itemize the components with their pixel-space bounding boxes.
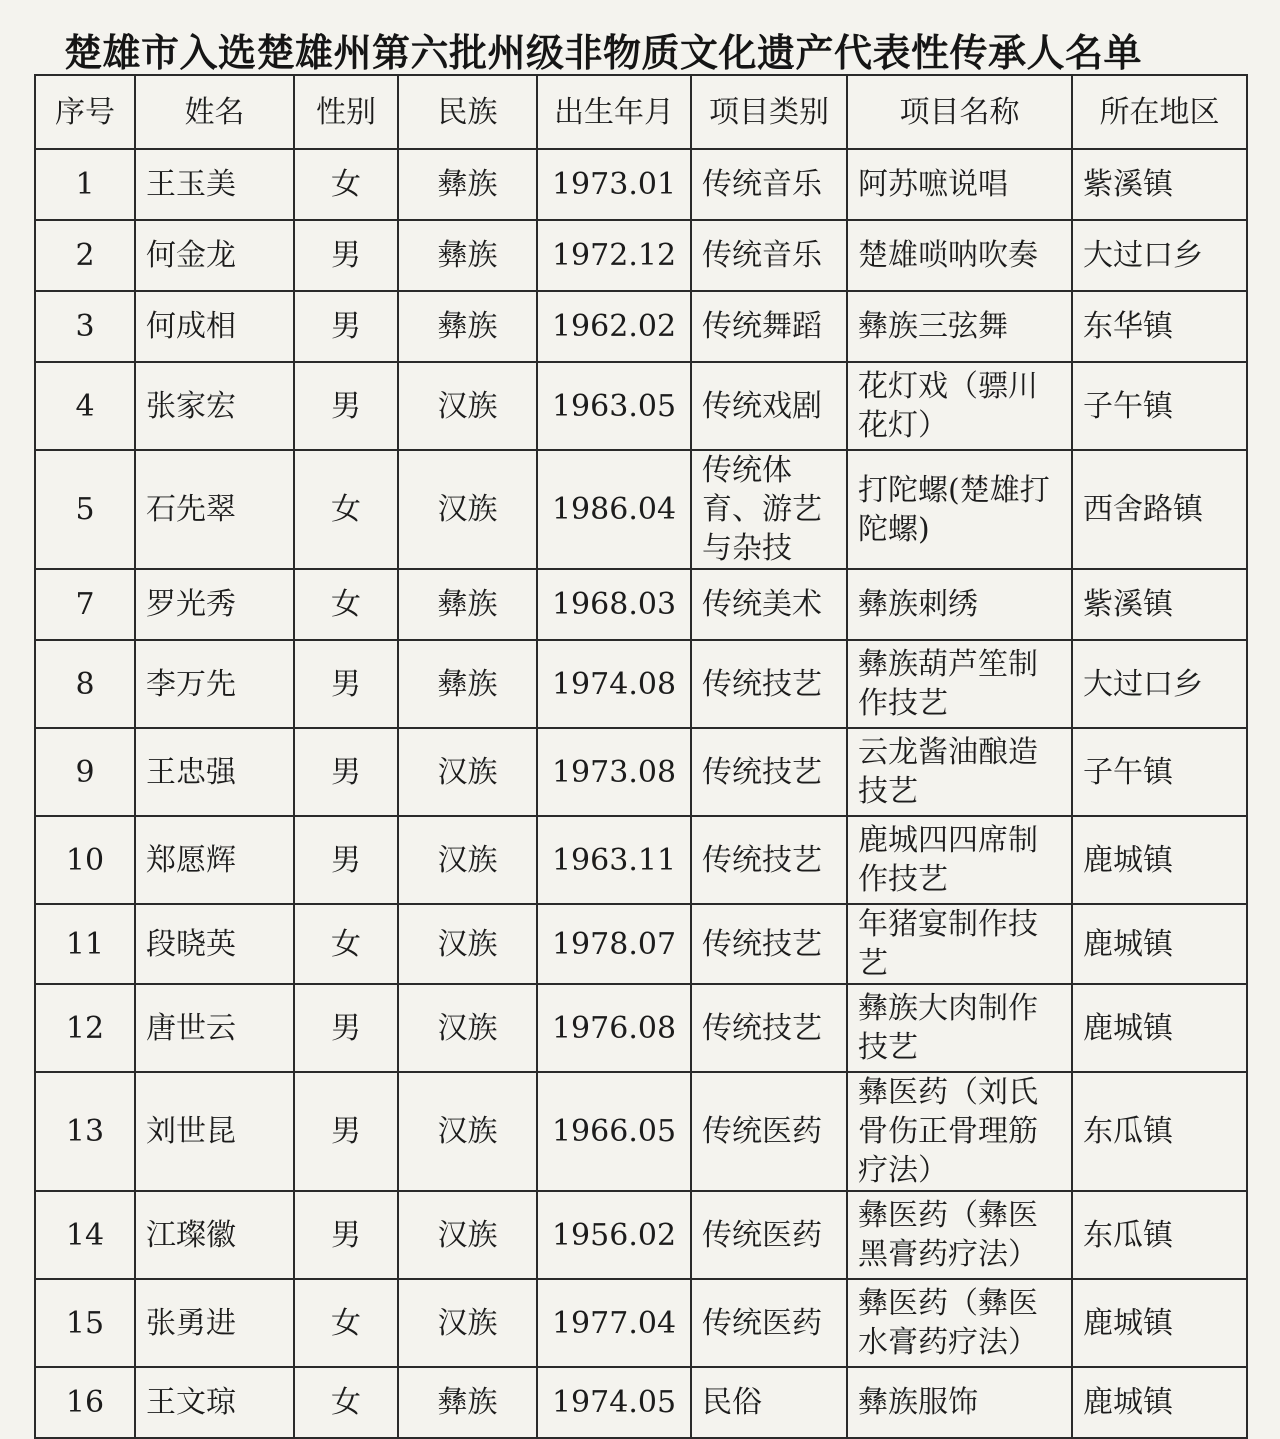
cell-category: 传统医药	[691, 1072, 847, 1191]
cell-category: 传统音乐	[691, 220, 847, 291]
cell-ethnicity: 彝族	[398, 291, 537, 362]
cell-category: 传统音乐	[691, 149, 847, 220]
cell-project: 打陀螺(楚雄打陀螺)	[847, 450, 1072, 569]
cell-gender: 女	[294, 149, 398, 220]
cell-gender: 女	[294, 904, 398, 984]
cell-born: 1973.08	[537, 728, 691, 816]
cell-region: 紫溪镇	[1072, 149, 1247, 220]
cell-project: 彝族刺绣	[847, 569, 1072, 640]
cell-no: 1	[35, 149, 135, 220]
cell-region: 鹿城镇	[1072, 904, 1247, 984]
cell-name: 王文琼	[135, 1367, 294, 1438]
cell-gender: 女	[294, 1279, 398, 1367]
cell-ethnicity: 汉族	[398, 362, 537, 450]
cell-category: 传统医药	[691, 1191, 847, 1279]
cell-gender: 男	[294, 220, 398, 291]
cell-no: 9	[35, 728, 135, 816]
cell-no: 7	[35, 569, 135, 640]
cell-name: 李万先	[135, 640, 294, 728]
cell-project: 彝医药（彝医水膏药疗法）	[847, 1279, 1072, 1367]
cell-ethnicity: 汉族	[398, 1279, 537, 1367]
cell-region: 大过口乡	[1072, 220, 1247, 291]
cell-name: 张家宏	[135, 362, 294, 450]
cell-project: 年猪宴制作技艺	[847, 904, 1072, 984]
cell-name: 段晓英	[135, 904, 294, 984]
cell-project: 云龙酱油酿造技艺	[847, 728, 1072, 816]
col-header-region: 所在地区	[1072, 75, 1247, 149]
header-row	[35, 75, 1247, 149]
table-row	[35, 1279, 1247, 1367]
cell-name: 罗光秀	[135, 569, 294, 640]
cell-born: 1963.11	[537, 816, 691, 904]
col-header-gender: 性别	[294, 75, 398, 149]
page-title: 楚雄市入选楚雄州第六批州级非物质文化遗产代表性传承人名单	[64, 31, 1143, 75]
cell-category: 民俗	[691, 1367, 847, 1438]
cell-name: 江璨徽	[135, 1191, 294, 1279]
cell-ethnicity: 彝族	[398, 1367, 537, 1438]
cell-category: 传统舞蹈	[691, 291, 847, 362]
cell-name: 王忠强	[135, 728, 294, 816]
cell-category: 传统戏剧	[691, 362, 847, 450]
col-header-project: 项目名称	[847, 75, 1072, 149]
cell-name: 何成相	[135, 291, 294, 362]
table-row	[35, 1367, 1247, 1438]
inheritor-table	[34, 74, 1248, 1439]
cell-no: 4	[35, 362, 135, 450]
col-header-category: 项目类别	[691, 75, 847, 149]
cell-project: 彝族三弦舞	[847, 291, 1072, 362]
cell-no: 14	[35, 1191, 135, 1279]
table-row	[35, 362, 1247, 450]
cell-born: 1963.05	[537, 362, 691, 450]
table-row	[35, 220, 1247, 291]
cell-gender: 男	[294, 728, 398, 816]
cell-category: 传统技艺	[691, 728, 847, 816]
cell-gender: 女	[294, 1367, 398, 1438]
cell-born: 1978.07	[537, 904, 691, 984]
cell-region: 鹿城镇	[1072, 816, 1247, 904]
cell-no: 8	[35, 640, 135, 728]
cell-born: 1976.08	[537, 984, 691, 1072]
cell-project: 阿苏嗻说唱	[847, 149, 1072, 220]
col-header-ethnicity: 民族	[398, 75, 537, 149]
cell-region: 鹿城镇	[1072, 1367, 1247, 1438]
cell-ethnicity: 汉族	[398, 450, 537, 569]
cell-no: 16	[35, 1367, 135, 1438]
cell-region: 东瓜镇	[1072, 1072, 1247, 1191]
cell-project: 鹿城四四席制作技艺	[847, 816, 1072, 904]
cell-category: 传统技艺	[691, 904, 847, 984]
cell-project: 彝医药（刘氏骨伤正骨理筋疗法）	[847, 1072, 1072, 1191]
col-header-no: 序号	[35, 75, 135, 149]
cell-gender: 男	[294, 1072, 398, 1191]
cell-region: 鹿城镇	[1072, 984, 1247, 1072]
cell-no: 12	[35, 984, 135, 1072]
cell-ethnicity: 汉族	[398, 816, 537, 904]
cell-region: 东华镇	[1072, 291, 1247, 362]
table-row	[35, 1072, 1247, 1191]
table-row	[35, 816, 1247, 904]
cell-no: 10	[35, 816, 135, 904]
cell-project: 彝族大肉制作技艺	[847, 984, 1072, 1072]
cell-region: 大过口乡	[1072, 640, 1247, 728]
cell-name: 郑愿辉	[135, 816, 294, 904]
cell-category: 传统医药	[691, 1279, 847, 1367]
cell-gender: 男	[294, 816, 398, 904]
cell-category: 传统体育、游艺与杂技	[691, 450, 847, 569]
cell-gender: 男	[294, 1191, 398, 1279]
cell-no: 11	[35, 904, 135, 984]
cell-no: 3	[35, 291, 135, 362]
cell-born: 1974.05	[537, 1367, 691, 1438]
cell-born: 1977.04	[537, 1279, 691, 1367]
cell-region: 西舍路镇	[1072, 450, 1247, 569]
cell-ethnicity: 汉族	[398, 1191, 537, 1279]
cell-born: 1986.04	[537, 450, 691, 569]
cell-category: 传统技艺	[691, 816, 847, 904]
table-row	[35, 1191, 1247, 1279]
cell-ethnicity: 彝族	[398, 640, 537, 728]
cell-gender: 男	[294, 362, 398, 450]
cell-region: 子午镇	[1072, 728, 1247, 816]
cell-no: 5	[35, 450, 135, 569]
cell-region: 鹿城镇	[1072, 1279, 1247, 1367]
cell-born: 1966.05	[537, 1072, 691, 1191]
table-row	[35, 640, 1247, 728]
cell-born: 1962.02	[537, 291, 691, 362]
cell-ethnicity: 汉族	[398, 904, 537, 984]
cell-category: 传统技艺	[691, 640, 847, 728]
col-header-name: 姓名	[135, 75, 294, 149]
cell-project: 楚雄唢呐吹奏	[847, 220, 1072, 291]
table-row	[35, 728, 1247, 816]
cell-region: 子午镇	[1072, 362, 1247, 450]
cell-ethnicity: 汉族	[398, 984, 537, 1072]
cell-gender: 男	[294, 640, 398, 728]
cell-project: 彝族葫芦笙制作技艺	[847, 640, 1072, 728]
table-body	[35, 149, 1247, 1438]
cell-ethnicity: 彝族	[398, 569, 537, 640]
cell-born: 1974.08	[537, 640, 691, 728]
cell-category: 传统技艺	[691, 984, 847, 1072]
col-header-born: 出生年月	[537, 75, 691, 149]
cell-name: 王玉美	[135, 149, 294, 220]
cell-no: 13	[35, 1072, 135, 1191]
table-row	[35, 291, 1247, 362]
cell-name: 张勇进	[135, 1279, 294, 1367]
table-row	[35, 569, 1247, 640]
cell-region: 紫溪镇	[1072, 569, 1247, 640]
cell-ethnicity: 彝族	[398, 149, 537, 220]
cell-gender: 男	[294, 291, 398, 362]
table-row	[35, 149, 1247, 220]
cell-gender: 男	[294, 984, 398, 1072]
cell-gender: 女	[294, 569, 398, 640]
cell-category: 传统美术	[691, 569, 847, 640]
cell-project: 花灯戏（骠川花灯）	[847, 362, 1072, 450]
cell-project: 彝医药（彝医黑膏药疗法）	[847, 1191, 1072, 1279]
cell-project: 彝族服饰	[847, 1367, 1072, 1438]
cell-name: 何金龙	[135, 220, 294, 291]
table-row	[35, 450, 1247, 569]
table-row	[35, 984, 1247, 1072]
cell-ethnicity: 汉族	[398, 728, 537, 816]
cell-ethnicity: 彝族	[398, 220, 537, 291]
cell-ethnicity: 汉族	[398, 1072, 537, 1191]
cell-name: 刘世昆	[135, 1072, 294, 1191]
cell-born: 1968.03	[537, 569, 691, 640]
cell-name: 石先翠	[135, 450, 294, 569]
cell-name: 唐世云	[135, 984, 294, 1072]
cell-born: 1973.01	[537, 149, 691, 220]
cell-region: 东瓜镇	[1072, 1191, 1247, 1279]
cell-no: 2	[35, 220, 135, 291]
cell-born: 1956.02	[537, 1191, 691, 1279]
cell-gender: 女	[294, 450, 398, 569]
cell-born: 1972.12	[537, 220, 691, 291]
table-row	[35, 904, 1247, 984]
cell-no: 15	[35, 1279, 135, 1367]
